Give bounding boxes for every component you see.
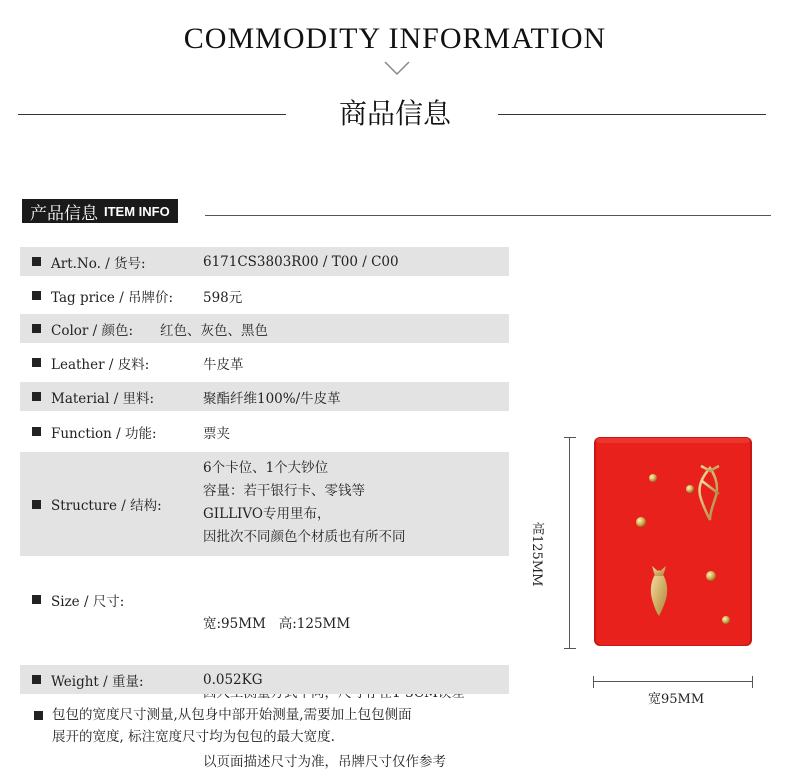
row-value-lines [203, 457, 406, 549]
page-title-en: COMMODITY INFORMATION [183, 22, 607, 55]
bullet-icon [32, 324, 41, 333]
row-value: 牛皮革 [203, 356, 244, 373]
row-label: Leather / 皮料: [51, 356, 150, 373]
height-label: 高125MM [529, 522, 544, 587]
row-label: Weight / 重量: [51, 673, 144, 690]
bullet-icon [32, 358, 41, 367]
page-title-cn: 商品信息 [338, 97, 451, 130]
bullet-icon [32, 427, 41, 436]
info-row-tag-price [20, 281, 509, 310]
row-label: Art.No. / 货号: [51, 255, 146, 272]
row-line: 因批次不同颜色个材质也有所不同 [203, 529, 406, 545]
bullet-icon [34, 711, 43, 720]
info-row-weight [20, 665, 509, 694]
bullet-icon [32, 500, 41, 509]
note-line: 包包的宽度尺寸测量,从包身中部开始测量,需要加上包包侧面 [52, 707, 412, 723]
measurement-note [34, 704, 412, 748]
row-line: 6个卡位、1个大钞位 [203, 460, 329, 476]
info-row-function [20, 417, 509, 446]
row-label: Size / 尺寸: [51, 593, 125, 610]
info-row-structure [20, 452, 509, 556]
row-line: 以页面描述尺寸为准，吊牌尺寸仅作参考 [203, 754, 446, 770]
section-divider [205, 215, 771, 216]
section-tab [22, 199, 178, 223]
info-row-color [20, 314, 509, 343]
bullet-icon [32, 257, 41, 266]
section-tab-en: ITEM INFO [104, 203, 170, 219]
width-dimension-line [593, 676, 753, 688]
row-line: GILLIVO专用里布， [203, 506, 331, 522]
bullet-icon [32, 291, 41, 300]
bullet-icon [32, 595, 41, 604]
row-value: 598元 [203, 289, 243, 306]
bullet-icon [32, 392, 41, 401]
width-label: 宽95MM [648, 692, 705, 707]
chevron-down-icon [383, 58, 411, 78]
row-value: 聚酯纤维100%/牛皮革 [203, 390, 341, 407]
row-value: 0.052KG [203, 671, 263, 688]
note-line: 展开的宽度, 标注宽度尺寸均为包包的最大宽度. [52, 729, 335, 745]
section-tab-cn: 产品信息 [30, 203, 98, 224]
row-value: 6171CS3803R00 / T00 / C00 [203, 253, 399, 270]
row-value: 红色、灰色、黑色 [160, 322, 268, 339]
product-image [593, 436, 753, 647]
height-dimension-line [564, 437, 576, 649]
row-label: Color / 颜色: [51, 322, 134, 339]
row-line: 容量：若干银行卡、零钱等 [203, 483, 365, 499]
row-label: Function / 功能: [51, 425, 157, 442]
row-label: Structure / 结构: [51, 498, 162, 514]
row-label: Material / 里料: [51, 390, 155, 407]
divider-right [498, 114, 766, 115]
info-row-material [20, 382, 509, 411]
row-label: Tag price / 吊牌价: [51, 289, 174, 306]
row-line: 宽:95MM 高:125MM [203, 616, 351, 632]
bullet-icon [32, 675, 41, 684]
info-row-art-no [20, 247, 509, 276]
info-row-leather [20, 348, 509, 377]
row-value: 票夹 [203, 425, 230, 442]
